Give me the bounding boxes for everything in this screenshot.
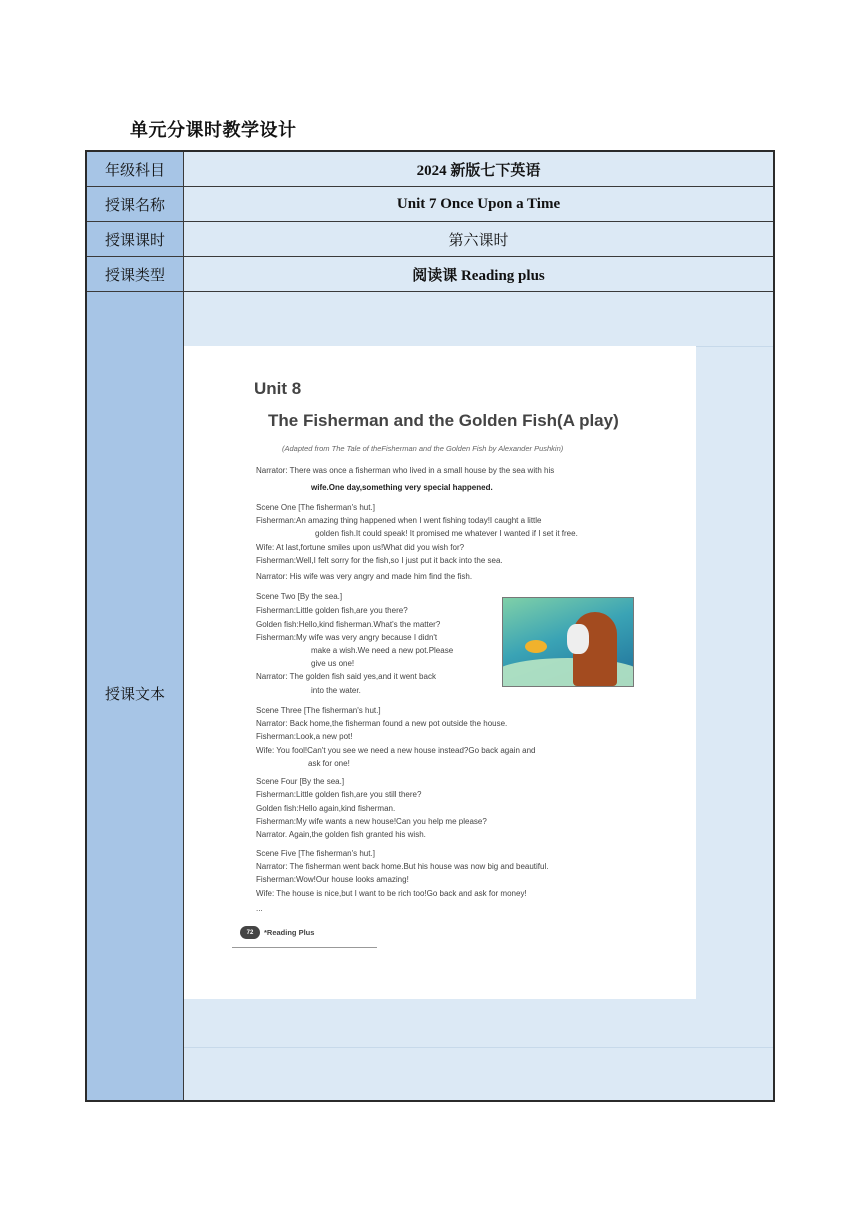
value-lesson-period — [184, 222, 773, 256]
row-lesson-name — [87, 187, 773, 222]
script-line: Narrator: The fisherman went back home.But his house was now big and beautiful. — [256, 862, 549, 871]
script-line: Wife: The house is nice,but I want to be rich too!Go back and ask for money! — [256, 889, 527, 898]
scene-heading: Scene Three [The fisherman's hut.] — [256, 706, 381, 715]
page-heading: 单元分课时教学设计 — [130, 120, 297, 141]
label-lesson-type: 授课类型 — [87, 257, 184, 291]
script-line: Narrator: Back home,the fisherman found a new pot outside the house. — [256, 719, 508, 728]
row-lesson-type — [87, 257, 773, 292]
footer-rule — [232, 947, 377, 948]
page-number-badge: 72 — [240, 926, 260, 939]
script-line: Narrator: The golden fish said yes,and it went back — [256, 672, 436, 681]
script-line: golden fish.It could speak! It promised me whatever I wanted if I set it free. — [315, 529, 578, 538]
script-line: into the water. — [311, 686, 361, 695]
script-line: Fisherman:Little golden fish,are you there? — [256, 606, 408, 615]
script-line: ask for one! — [308, 759, 350, 768]
scene-heading: Scene Two [By the sea.] — [256, 592, 343, 601]
script-line: Golden fish:Hello again,kind fisherman. — [256, 804, 396, 813]
label-lesson-name: 授课名称 — [87, 187, 184, 221]
label-lesson-period: 授课课时 — [87, 222, 184, 256]
script-line: Narrator. Again,the golden fish granted his wish. — [256, 830, 426, 839]
script-line: Golden fish:Hello,kind fisherman.What's the matter? — [256, 620, 441, 629]
golden-fish-shape — [525, 640, 547, 653]
reading-plus-footer: *Reading Plus — [264, 928, 315, 937]
label-lesson-text — [87, 292, 184, 1100]
lesson-text-label: 授课文本 — [104, 685, 165, 703]
script-line: Narrator: His wife was very angry and made him find the fish. — [256, 572, 473, 581]
script-line: Fisherman:My wife was very angry because I didn't — [256, 633, 438, 642]
scene-heading: Scene Four [By the sea.] — [256, 777, 345, 786]
script-line: Wife: At last,fortune smiles upon us!What did you wish for? — [256, 543, 465, 552]
script-line: Fisherman:Wow!Our house looks amazing! — [256, 875, 409, 884]
adapted-note: (Adapted from The Tale of theFisherman and the Golden Fish by Alexander Pushkin) — [282, 444, 564, 453]
script-line: Fisherman:An amazing thing happened when I went fishing today!I caught a little — [256, 516, 542, 525]
unit-heading: Unit 8 — [254, 379, 302, 398]
value-grade-subject: 2024 新版七下英语 — [184, 152, 773, 186]
scanned-textbook-page — [184, 346, 696, 999]
script-line: Fisherman:My wife wants a new house!Can you help me please? — [256, 817, 487, 826]
script-line: Narrator: There was once a fisherman who lived in a small house by the sea with his — [256, 466, 555, 475]
script-line: Fisherman:Little golden fish,are you still there? — [256, 790, 422, 799]
scene-heading: Scene Five [The fisherman's hut.] — [256, 849, 375, 858]
script-line: wife.One day,something very special happened. — [311, 483, 493, 492]
ellipsis: ... — [256, 904, 263, 913]
beard-shape — [567, 624, 589, 654]
play-title: The Fisherman and the Golden Fish(A play) — [268, 411, 619, 430]
scene-heading: Scene One [The fisherman's hut.] — [256, 503, 375, 512]
script-line: Wife: You fool!Can't you see we need a new house instead?Go back again and — [256, 746, 536, 755]
value-lesson-type: 阅读课 Reading plus — [184, 257, 773, 291]
row-grade-subject — [87, 152, 773, 187]
fisherman-illustration — [502, 597, 634, 687]
value-lesson-name: Unit 7 Once Upon a Time — [184, 187, 773, 221]
lesson-period-text: 第六课时 — [448, 230, 509, 249]
script-line: Fisherman:Look,a new pot! — [256, 732, 353, 741]
script-line: give us one! — [311, 659, 355, 668]
script-line: make a wish.We need a new pot.Please — [311, 646, 454, 655]
label-grade-subject: 年级科目 — [87, 152, 184, 186]
script-line: Fisherman:Well,I felt sorry for the fish,so I just put it back into the sea. — [256, 556, 503, 565]
row-lesson-period — [87, 222, 773, 257]
cell-divider — [184, 1047, 773, 1048]
